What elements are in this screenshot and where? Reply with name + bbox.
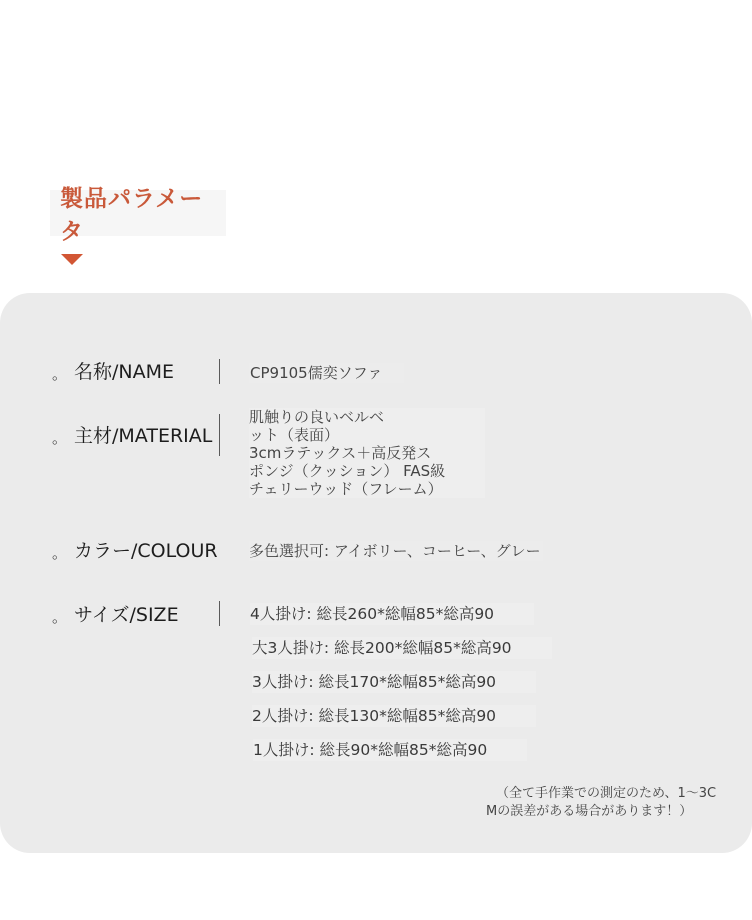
section-title-text: 製品パラメータ <box>60 186 204 245</box>
bullet: 。 <box>52 428 68 447</box>
size-row: 3人掛け: 総長170*総幅85*総高90 <box>252 671 536 693</box>
material-line: ポンジ（クッション） FAS級 <box>249 462 446 480</box>
material-line: ット（表面） <box>249 426 340 444</box>
spec-label-material-text: 主材/MATERIAL <box>74 424 213 447</box>
size-row: 4人掛け: 総長260*総幅85*総高90 <box>250 603 534 625</box>
spec-label-colour-text: カラー/COLOUR <box>74 539 218 562</box>
spec-label-size-text: サイズ/SIZE <box>74 603 179 626</box>
spec-label-name <box>52 355 174 385</box>
divider <box>219 414 220 456</box>
size-row: 2人掛け: 総長130*総幅85*総高90 <box>252 705 536 727</box>
spec-label-material <box>52 419 212 449</box>
size-row: 大3人掛け: 総長200*総幅85*総高90 <box>252 637 552 659</box>
bullet: 。 <box>52 543 68 562</box>
spec-value-colour: 多色選択可: アイボリー、コーヒー、グレー <box>249 542 541 560</box>
measurement-note <box>486 785 736 821</box>
spec-label-size <box>52 598 179 628</box>
divider <box>219 359 220 384</box>
spec-value-material <box>249 408 485 498</box>
divider <box>219 601 220 626</box>
note-line: Mの誤差がある場合があります！） <box>486 804 693 819</box>
section-title <box>50 186 226 245</box>
bullet: 。 <box>52 364 68 383</box>
note-line: （全て手作業での測定のため、1〜3C <box>496 786 717 801</box>
material-line: 3cmラテックス＋高反発ス <box>249 444 432 462</box>
triangle-down-icon <box>61 254 83 265</box>
spec-label-colour <box>52 534 218 564</box>
material-line: チェリーウッド（フレーム） <box>249 480 443 498</box>
size-row: 1人掛け: 総長90*総幅85*総高90 <box>253 739 527 761</box>
bullet: 。 <box>52 607 68 626</box>
spec-value-name: CP9105儒奕ソファ <box>249 363 404 383</box>
spec-label-name-text: 名称/NAME <box>74 360 175 383</box>
material-line: 肌触りの良いベルベ <box>249 408 385 426</box>
